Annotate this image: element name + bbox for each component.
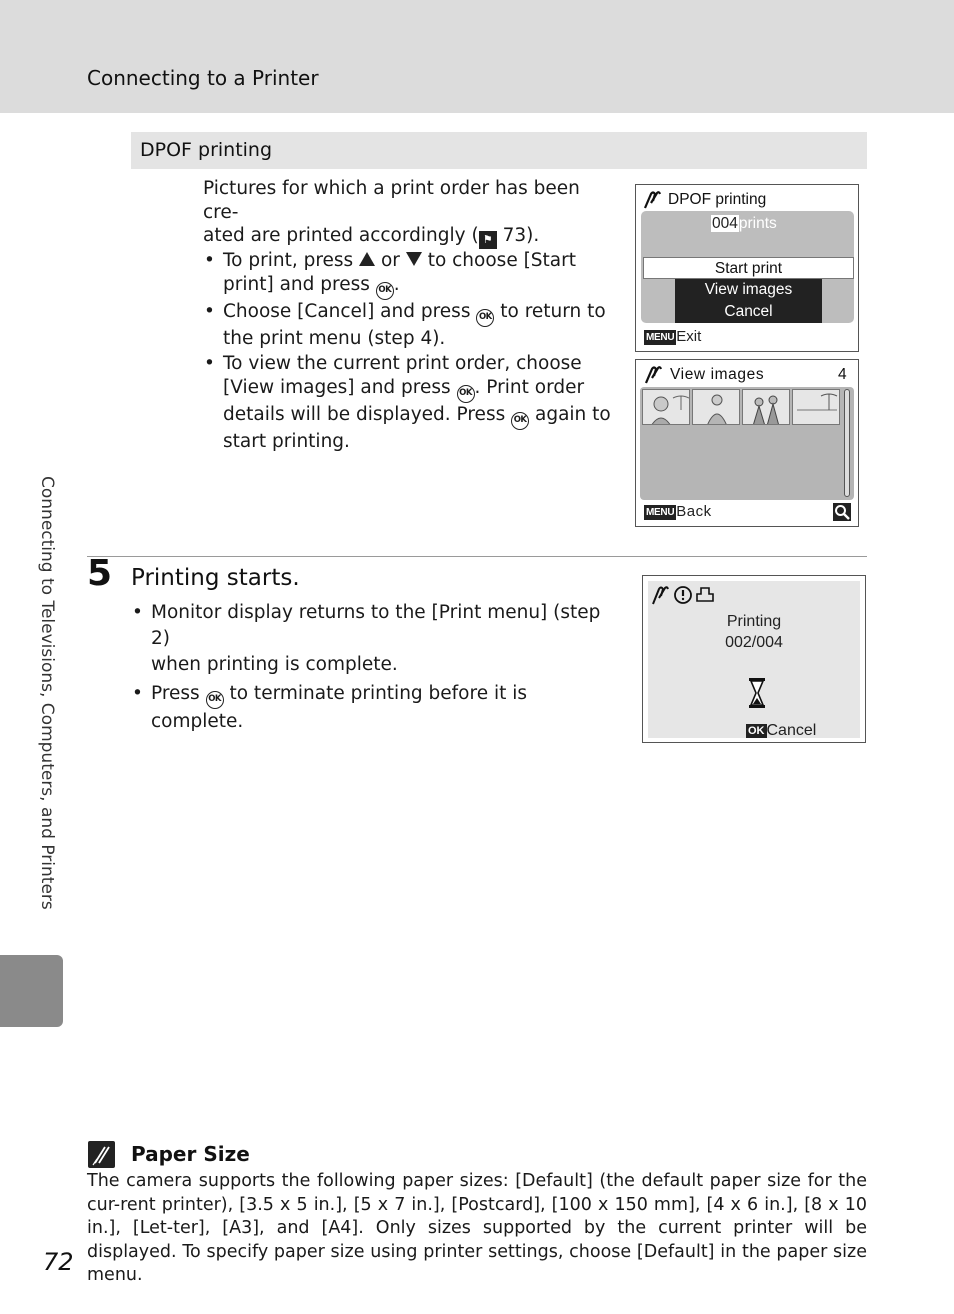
hourglass-icon [748, 677, 766, 709]
ok-button-icon: OK [511, 412, 529, 430]
printing-progress: 002/004 [725, 634, 783, 651]
thumbnail-image [692, 389, 740, 425]
screen-title: View images [670, 366, 765, 383]
screen-footer: MENU Exit [646, 328, 702, 345]
screen-title: DPOF printing [668, 191, 767, 208]
list-item: • Choose [Cancel] and press OK to return to the print menu (step 4). [203, 300, 618, 351]
print-status-icons [651, 584, 715, 606]
dpof-menu-screen [635, 184, 859, 352]
list-item: • Monitor display returns to the [Print menu] (step 2) when printing is complete. [131, 600, 621, 678]
cancel-hint: OK Cancel [748, 722, 817, 739]
section-title: DPOF printing [140, 139, 273, 161]
printing-label: Printing [726, 613, 782, 630]
up-arrow-icon [359, 252, 375, 266]
pictbridge-icon [643, 191, 661, 209]
note-title: Paper Size [131, 1142, 250, 1166]
print-count: 004prints [712, 215, 777, 232]
list-item: • To print, press or to choose [Start print] and press OK . [203, 249, 618, 300]
ok-button-icon: OK [457, 385, 475, 403]
ok-button-icon: OK [376, 282, 394, 300]
thumbnail-image [742, 389, 790, 425]
list-item: • To view the current print order, choose [View images] and press OK . Print order details will be displayed. Press OK again to start printing. [203, 352, 618, 453]
printing-status [648, 611, 860, 653]
intro-ref-page: 73). [502, 225, 540, 247]
step-divider [87, 556, 867, 557]
view-images-instructions [203, 352, 618, 453]
ok-button-icon: OK [476, 309, 494, 327]
pictbridge-icon [644, 366, 662, 384]
screen-footer: MENU Back [646, 503, 712, 520]
menu-panel [641, 211, 854, 323]
note-body: The camera supports the following paper sizes: [Default] (the default paper size for the cur-rent printer), [3.5 x 5 in.], [5 x 7 in.], [Postcard], [100 x 150 mm], [4 x 6 in.], [8 x 10 in.], [Let-ter], [A3], and [A4]. Only sizes supported by the current printer will be displayed. To specify paper size using printer settings, choose [Default] in the paper size menu. [87, 1171, 867, 1285]
step-title: Printing starts. [131, 565, 300, 591]
list-item: • Press OK to terminate printing before it is complete. [131, 681, 621, 735]
chapter-thumb-tab [0, 955, 63, 1027]
thumbnail-image [792, 389, 840, 425]
menu-button-icon: MENU [646, 507, 675, 518]
image-count: 4 [838, 366, 847, 383]
menu-option-view-images: View images [675, 279, 822, 301]
thumbnail-image [642, 389, 690, 425]
note-pencil-icon [88, 1141, 115, 1168]
intro-text: ated are printed accordingly ( [203, 225, 479, 247]
page-reference-icon: ⚑ [479, 231, 497, 249]
step5-bullets [131, 600, 621, 735]
intro-line-1: Pictures for which a print order has been cre- [203, 178, 580, 223]
printing-panel [648, 581, 860, 738]
ok-button-icon: OK [748, 725, 765, 737]
zoom-icon [833, 503, 851, 521]
down-arrow-icon [406, 252, 422, 266]
chapter-side-label: Connecting to Televisions, Computers, and Printers [37, 476, 57, 910]
thumbnail-panel [640, 387, 854, 500]
ok-button-icon: OK [206, 691, 224, 709]
printing-progress-screen [642, 575, 866, 743]
menu-option-cancel: Cancel [675, 301, 822, 323]
dpof-instructions [203, 177, 618, 351]
intro-line-2 [203, 224, 618, 249]
page-header-title: Connecting to a Printer [87, 66, 319, 90]
header-band [0, 0, 954, 113]
menu-button-icon: MENU [646, 332, 675, 343]
section-heading-bar [131, 132, 867, 169]
step-number: 5 [87, 553, 113, 594]
view-images-screen [635, 359, 859, 527]
menu-option-start-print: Start print [643, 257, 854, 279]
dpof-bullet-list [203, 249, 618, 350]
page-number: 72 [43, 1248, 74, 1276]
scrollbar [844, 389, 850, 497]
